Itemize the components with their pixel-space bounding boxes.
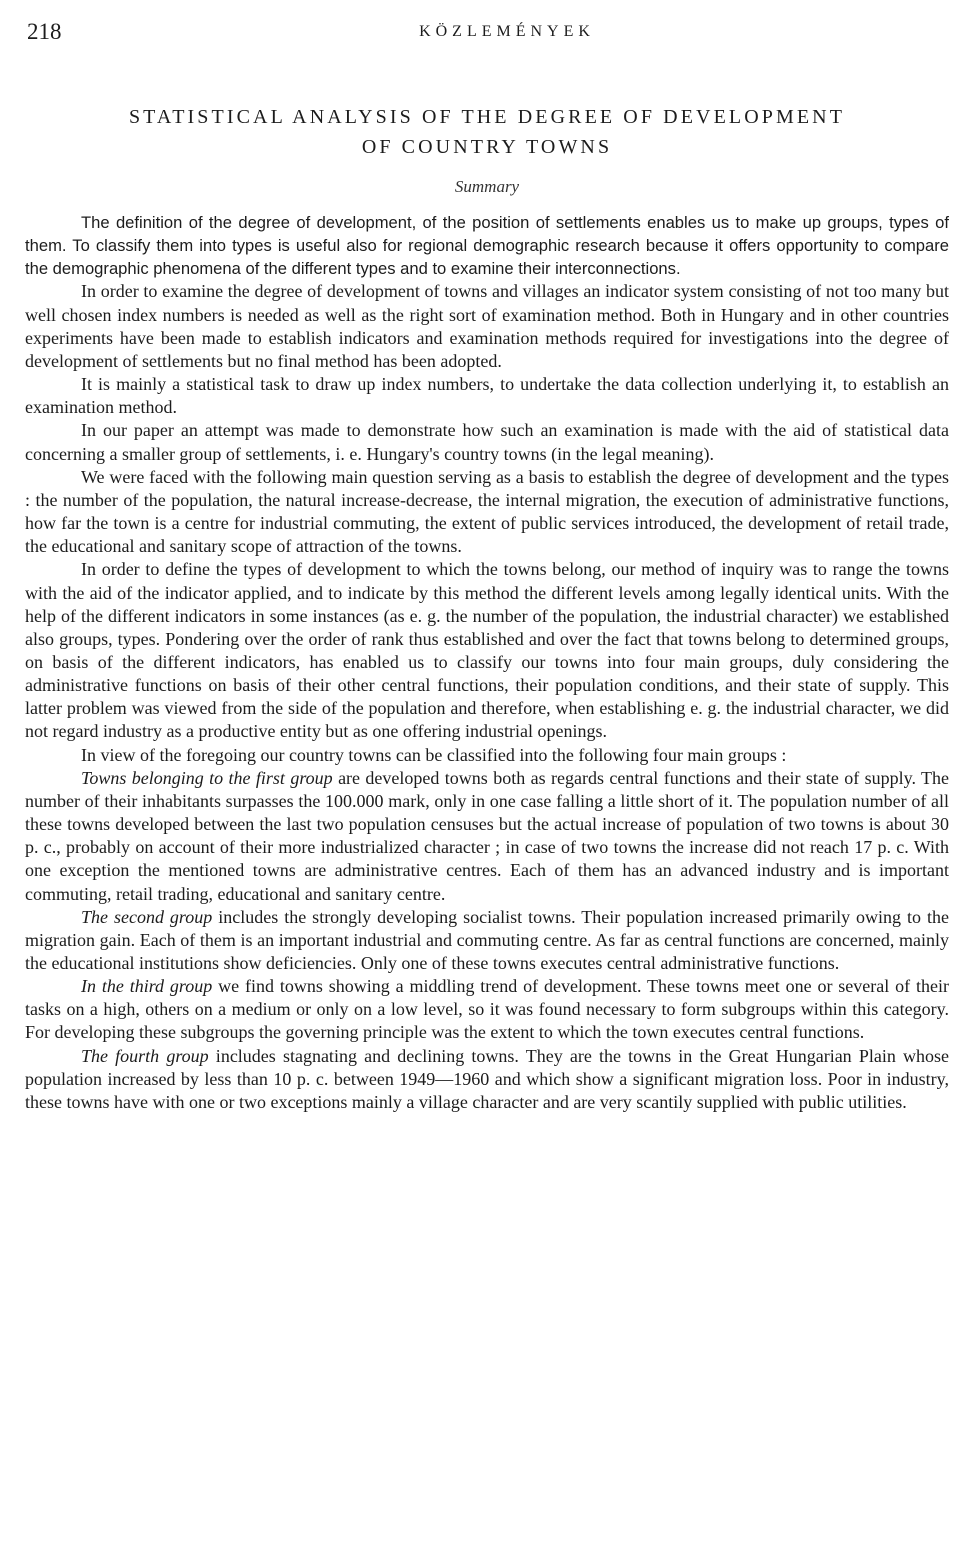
paragraph-5: We were faced with the following main question serving as a basis to establish the degree of development and the types : the number of the population, the natural increase-decrease, the internal migration, the execution of administrative functions, how far the town is a centre for industrial commuting, the extent of public services introduced, the development of retail trade, the educational and sanitary scope of attraction of the towns. (25, 466, 949, 557)
first-group-lead: Towns belonging to the first group (81, 767, 333, 788)
paragraph-2: In order to examine the degree of development of towns and villages an indicator system consisting of not too many but well chosen index numbers is needed as well as the right sort of examination method. Both in Hungary and in other countries experiments have been made to establish indicators and examination methods required for investigations into the degree of development of settlements but no final method has been adopted. (25, 281, 949, 371)
paragraph-4: In our paper an attempt was made to demonstrate how such an examination is made with the aid of statistical data concerning a smaller group of settlements, i. e. Hungary's country towns (in the legal meaning). (25, 420, 949, 464)
article-title-line-1: STATISTICAL ANALYSIS OF THE DEGREE OF DEVELOPMENT (128, 106, 846, 128)
summary-heading: Summary (454, 177, 520, 196)
third-group-text: we find towns showing a middling trend of development. These towns meet one or several of their tasks on a high, others on a medium or only on a low level, so it was found necessary to form subgroups within this category. For developing these subgroups the governing principle was the extent to which the town executes central functions. (25, 976, 949, 1043)
fourth-group-text: includes stagnating and declining towns. They are the towns in the Great Hungarian Plain whose population increased by less than 10 p. c. between 1949—1960 and which show a significant migration loss. Poor in industry, these towns have with one or two exceptions mainly a village character and are very scantily supplied with public utilities. (25, 1045, 949, 1112)
paragraph-9 (25, 906, 949, 975)
fourth-group-lead: The fourth group (81, 1045, 209, 1066)
paragraph-6: In order to define the types of development to which the towns belong, our method of inquiry was to range the towns with the aid of the indicator applied, and to indicate by this method the different levels among legally identical units. With the help of the different indicators in some instances (as e. g. the number of the population, the industrial character) we established also groups, types. Pondering over the order of rank thus established and over the fact that towns belong to determined groups, on basis of the different indicators, has enabled us to classify our towns into four main groups, duly considering the administrative functions on basis of their other central functions, their population conditions, and their state of supply. This latter problem was viewed from the side of the population and therefore, when establishing e. g. the industrial character, we did not regard industry as a productive entity but as one offering industrial openings. (25, 559, 949, 742)
paragraph-7: In view of the foregoing our country towns can be classified into the following four main groups : (81, 744, 787, 765)
article-title-line-2: OF COUNTRY TOWNS (361, 136, 613, 158)
paragraph-1: The definition of the degree of development, of the position of settlements enables us to make up groups, types of them. To classify them into types is useful also for regional demographic research because it offers opportunity to compare the demographic phenomena of the different types and to examine their interconnections. (25, 213, 949, 279)
page-header (25, 16, 949, 48)
page-number: 218 (27, 19, 62, 44)
first-group-text: are developed towns both as regards central functions and their state of supply. The number of their inhabitants surpasses the 100.000 mark, only in one case falling a little short of it. The population number of all these towns developed between the last two population censuses but the actual increase of population of two towns is about 30 p. c., probably on account of their more industrialized character ; in case of two towns the increase did not reach 17 p. c. With one exception the mentioned towns are administrative centres. Each of them has an advanced industry and is important commuting, retail trading, educational and sanitary centre. (25, 767, 949, 904)
page (25, 16, 949, 1114)
second-group-text: includes the strongly developing socialist towns. Their population increased primarily owing to the migration gain. Each of them is an important industrial and commuting centre. As far as central functions are concerned, mainly the educational institutions show deficiencies. Only one of these towns executes central administrative functions. (25, 906, 950, 973)
article-body (25, 211, 949, 1114)
paragraph-11 (25, 1045, 949, 1114)
paragraph-10 (25, 975, 949, 1044)
paragraph-3: It is mainly a statistical task to draw up index numbers, to undertake the data collection underlying it, to establish an examination method. (25, 374, 949, 418)
paragraph-8 (25, 767, 949, 906)
article-title (25, 102, 949, 162)
second-group-lead: The second group (81, 906, 213, 927)
third-group-lead: In the third group (81, 976, 213, 997)
running-head: KÖZLEMÉNYEK (419, 23, 595, 40)
